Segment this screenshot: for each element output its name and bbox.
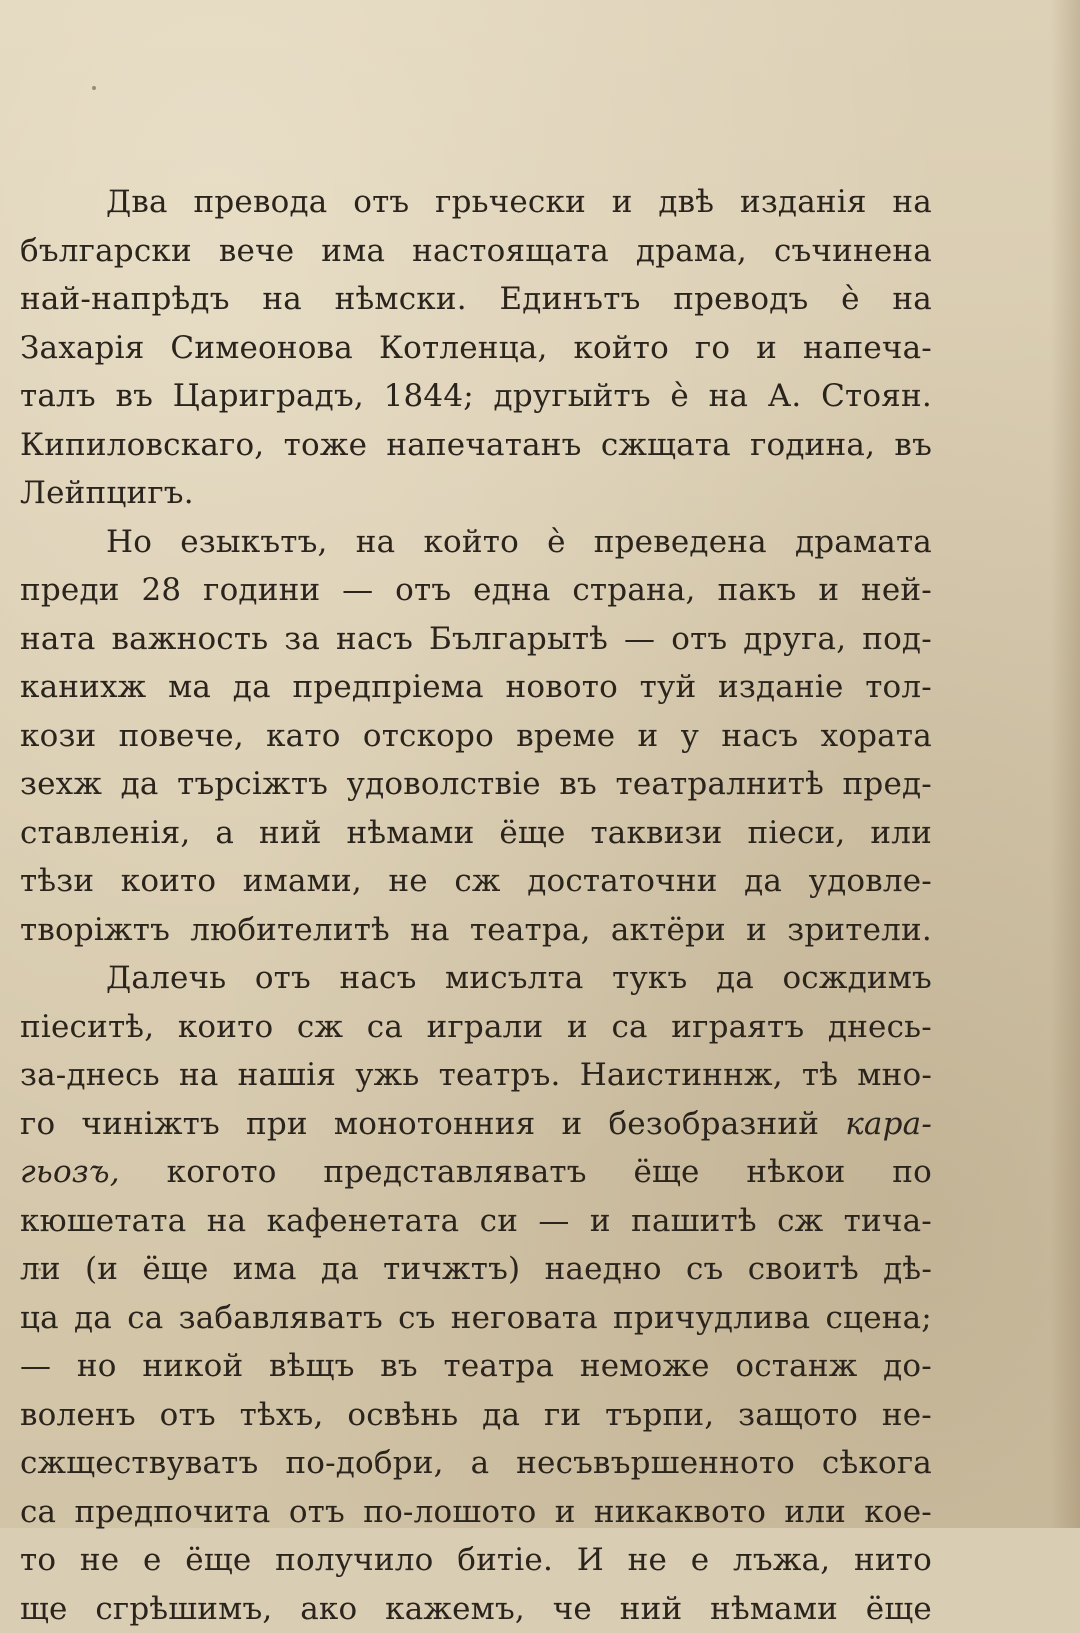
word: ёще bbox=[499, 809, 565, 858]
word: има bbox=[321, 227, 385, 276]
word: тичжтъ) bbox=[383, 1245, 520, 1294]
word: който bbox=[573, 324, 669, 373]
word: кози bbox=[20, 712, 96, 761]
word: ще bbox=[20, 1585, 68, 1633]
word: и bbox=[561, 1100, 582, 1149]
word: настоящата bbox=[412, 227, 609, 276]
word: кое- bbox=[864, 1488, 932, 1537]
word: на bbox=[709, 372, 749, 421]
word: че bbox=[553, 1585, 592, 1633]
text-line bbox=[20, 1294, 932, 1343]
word: піеси, bbox=[747, 809, 845, 858]
word: го bbox=[695, 324, 730, 373]
word: у bbox=[681, 712, 699, 761]
word: е bbox=[691, 1536, 710, 1585]
text-line bbox=[20, 372, 932, 421]
word: представляватъ bbox=[323, 1148, 586, 1197]
word: Захарія bbox=[20, 324, 144, 373]
word: отскоро bbox=[363, 712, 494, 761]
text-line bbox=[20, 809, 932, 858]
body-text bbox=[20, 178, 932, 1633]
word: Единътъ bbox=[499, 275, 640, 324]
word: до- bbox=[883, 1342, 932, 1391]
word: нѣмами bbox=[710, 1585, 838, 1633]
word: когото bbox=[167, 1148, 277, 1197]
word: чиніжтъ bbox=[81, 1100, 220, 1149]
word: неможе bbox=[580, 1342, 710, 1391]
word: безобразний bbox=[608, 1100, 819, 1149]
word: преди bbox=[20, 566, 120, 615]
word: изданіе bbox=[718, 663, 843, 712]
word: достаточни bbox=[527, 857, 717, 906]
word: имами, bbox=[243, 857, 362, 906]
word: нѣмски. bbox=[335, 275, 467, 324]
word: двѣ bbox=[658, 178, 714, 227]
word: най-напрѣдъ bbox=[20, 275, 230, 324]
word: са bbox=[367, 1003, 403, 1052]
word: съ bbox=[686, 1245, 724, 1294]
word: ний bbox=[620, 1585, 683, 1633]
word: своитѣ bbox=[748, 1245, 859, 1294]
word: піеситѣ, bbox=[20, 1003, 154, 1052]
word: ёще bbox=[185, 1536, 251, 1585]
word: вѣщъ bbox=[269, 1342, 355, 1391]
text-line bbox=[20, 663, 932, 712]
word: получило bbox=[275, 1536, 433, 1585]
word: — bbox=[624, 615, 655, 664]
word: ли bbox=[20, 1245, 61, 1294]
word: пред- bbox=[843, 760, 932, 809]
word: Два bbox=[106, 178, 168, 227]
word: търсіжтъ bbox=[177, 760, 328, 809]
word: А. bbox=[768, 372, 802, 421]
word: да bbox=[716, 954, 754, 1003]
text-line bbox=[20, 1148, 932, 1197]
word: пакъ bbox=[717, 566, 796, 615]
word: като bbox=[266, 712, 340, 761]
word: и bbox=[638, 712, 659, 761]
word: година, bbox=[750, 421, 875, 470]
word: по-лошото bbox=[363, 1488, 536, 1537]
word: но bbox=[77, 1342, 117, 1391]
text-line bbox=[20, 615, 932, 664]
word: нѣкои bbox=[746, 1148, 845, 1197]
text-line bbox=[20, 421, 932, 470]
word: български bbox=[20, 227, 192, 276]
word: таквизи bbox=[590, 809, 722, 858]
word: творіжтъ bbox=[20, 906, 170, 955]
text-line bbox=[20, 275, 932, 324]
word: по bbox=[892, 1148, 932, 1197]
text-line bbox=[20, 1100, 932, 1149]
word: Котленца, bbox=[379, 324, 548, 373]
word: зрители. bbox=[787, 906, 932, 955]
text-line bbox=[20, 857, 932, 906]
word: ги bbox=[544, 1391, 581, 1440]
word: (и bbox=[85, 1245, 118, 1294]
text-line bbox=[20, 1342, 932, 1391]
word: кажемъ, bbox=[385, 1585, 525, 1633]
word: важность bbox=[112, 615, 269, 664]
word: отъ bbox=[353, 178, 409, 227]
word: ако bbox=[300, 1585, 357, 1633]
word: предпочита bbox=[75, 1488, 271, 1537]
word: съ bbox=[398, 1294, 436, 1343]
word: тѣ bbox=[802, 1051, 838, 1100]
word: — bbox=[20, 1342, 51, 1391]
word: и bbox=[567, 1003, 588, 1052]
word: Но bbox=[106, 518, 152, 567]
word: преводъ bbox=[673, 275, 808, 324]
word: освѣнь bbox=[347, 1391, 458, 1440]
word: ёще bbox=[142, 1245, 208, 1294]
word: или bbox=[870, 809, 932, 858]
word: удовле- bbox=[809, 857, 932, 906]
word: години bbox=[203, 566, 320, 615]
word: и bbox=[818, 566, 839, 615]
word: при bbox=[246, 1100, 308, 1149]
word: и bbox=[746, 906, 767, 955]
word: тол- bbox=[865, 663, 932, 712]
text-line bbox=[20, 227, 932, 276]
word: на bbox=[262, 275, 302, 324]
word: Цариградъ, bbox=[173, 372, 364, 421]
text-line bbox=[20, 1585, 932, 1633]
word: сж bbox=[297, 1003, 343, 1052]
word: го bbox=[20, 1100, 55, 1149]
word: удоволствіе bbox=[347, 760, 541, 809]
word: никаквото bbox=[594, 1488, 766, 1537]
word: на bbox=[179, 1051, 219, 1100]
word: и bbox=[590, 1197, 611, 1246]
word: вече bbox=[219, 227, 294, 276]
word: време bbox=[516, 712, 615, 761]
word: неговата bbox=[451, 1294, 598, 1343]
word: под- bbox=[862, 615, 932, 664]
word: напечатанъ bbox=[386, 421, 581, 470]
word: сжщата bbox=[601, 421, 731, 470]
paper-speck bbox=[92, 86, 96, 90]
text-line bbox=[20, 1245, 932, 1294]
word: превода bbox=[194, 178, 328, 227]
word: ёще bbox=[866, 1585, 932, 1633]
word: никой bbox=[142, 1342, 243, 1391]
page-edge-shadow bbox=[1050, 0, 1080, 1528]
word: насъ bbox=[336, 615, 413, 664]
word: И bbox=[577, 1536, 604, 1585]
word: не bbox=[628, 1536, 667, 1585]
word: театръ. bbox=[439, 1051, 561, 1100]
word: днесь- bbox=[828, 1003, 932, 1052]
word: дѣ- bbox=[883, 1245, 932, 1294]
word: зехж bbox=[20, 760, 102, 809]
word: Кипиловскаго, bbox=[20, 421, 264, 470]
word: за-днесь bbox=[20, 1051, 160, 1100]
word: то bbox=[20, 1536, 56, 1585]
word: които bbox=[121, 857, 217, 906]
word: отъ bbox=[395, 566, 451, 615]
word: сѣкога bbox=[822, 1439, 932, 1488]
word: които bbox=[178, 1003, 274, 1052]
word: ната bbox=[20, 615, 96, 664]
word: сж bbox=[454, 857, 500, 906]
word: търпи, bbox=[605, 1391, 714, 1440]
word: въ bbox=[115, 372, 153, 421]
word: мисълта bbox=[445, 954, 584, 1003]
word: повече, bbox=[119, 712, 244, 761]
word: насъ bbox=[339, 954, 416, 1003]
word: пашитѣ bbox=[631, 1197, 757, 1246]
word: да bbox=[482, 1391, 520, 1440]
word: играятъ bbox=[671, 1003, 804, 1052]
word: а bbox=[471, 1439, 490, 1488]
word: ставленія, bbox=[20, 809, 190, 858]
word: любителитѣ bbox=[190, 906, 390, 955]
word: сжществуватъ bbox=[20, 1439, 258, 1488]
word: да bbox=[744, 857, 782, 906]
word: ний bbox=[259, 809, 322, 858]
word: мно- bbox=[857, 1051, 932, 1100]
word: по-добри, bbox=[285, 1439, 443, 1488]
word: другыйтъ bbox=[494, 372, 651, 421]
word: са bbox=[127, 1294, 163, 1343]
word: и bbox=[555, 1488, 576, 1537]
word: си bbox=[480, 1197, 518, 1246]
word: 1844; bbox=[384, 372, 474, 421]
word: битіе. bbox=[457, 1536, 553, 1585]
word: кафенетата bbox=[267, 1197, 460, 1246]
word: ёще bbox=[633, 1148, 699, 1197]
text-line bbox=[20, 760, 932, 809]
word: осждимъ bbox=[782, 954, 932, 1003]
word: не bbox=[80, 1536, 119, 1585]
word: канихж bbox=[20, 663, 146, 712]
word: актёри bbox=[611, 906, 726, 955]
word: е bbox=[143, 1536, 162, 1585]
word: отъ bbox=[255, 954, 311, 1003]
text-line bbox=[20, 712, 932, 761]
word: Стоян. bbox=[821, 372, 932, 421]
word: въ bbox=[894, 421, 932, 470]
word: новото bbox=[506, 663, 618, 712]
word: монотонния bbox=[334, 1100, 535, 1149]
word: театралнитѣ bbox=[616, 760, 825, 809]
word: нито bbox=[854, 1536, 932, 1585]
word: ѐ bbox=[841, 275, 860, 324]
word: на bbox=[892, 275, 932, 324]
text-line bbox=[20, 954, 932, 1003]
text-line bbox=[20, 1197, 932, 1246]
word: нашія bbox=[238, 1051, 336, 1100]
word: кара- bbox=[845, 1100, 932, 1149]
word: има bbox=[233, 1245, 297, 1294]
word: въ bbox=[380, 1342, 418, 1391]
text-line bbox=[20, 906, 932, 955]
word: който bbox=[423, 518, 519, 567]
word: да bbox=[74, 1294, 112, 1343]
word: тича- bbox=[844, 1197, 932, 1246]
word: ѐ bbox=[670, 372, 689, 421]
word: да bbox=[321, 1245, 359, 1294]
word: а bbox=[215, 809, 234, 858]
text-line bbox=[20, 1051, 932, 1100]
word: забавляватъ bbox=[179, 1294, 383, 1343]
word: туй bbox=[640, 663, 697, 712]
word: тоже bbox=[284, 421, 367, 470]
text-line bbox=[20, 566, 932, 615]
word: ма bbox=[168, 663, 211, 712]
word: една bbox=[473, 566, 550, 615]
word: предпріема bbox=[292, 663, 483, 712]
word: грьчески bbox=[435, 178, 586, 227]
word: Далечь bbox=[106, 954, 226, 1003]
word: ужь bbox=[355, 1051, 419, 1100]
word: Наистиннж, bbox=[580, 1051, 783, 1100]
word: тукъ bbox=[612, 954, 687, 1003]
word: кюшетата bbox=[20, 1197, 186, 1246]
word: са bbox=[611, 1003, 647, 1052]
word: и bbox=[756, 324, 777, 373]
word: не bbox=[388, 857, 427, 906]
text-line bbox=[20, 178, 932, 227]
word: изданія bbox=[740, 178, 867, 227]
word: и bbox=[612, 178, 633, 227]
word: отъ bbox=[671, 615, 727, 664]
word: тѣхъ, bbox=[240, 1391, 324, 1440]
text-line bbox=[20, 1488, 932, 1537]
word: да bbox=[233, 663, 271, 712]
word: Лейпцигъ. bbox=[20, 469, 194, 518]
word: страна, bbox=[572, 566, 695, 615]
word: защото bbox=[738, 1391, 858, 1440]
word: на bbox=[356, 518, 396, 567]
word: на bbox=[892, 178, 932, 227]
word: съчинена bbox=[774, 227, 932, 276]
word: драма, bbox=[636, 227, 747, 276]
word: нѣмами bbox=[347, 809, 475, 858]
word: да bbox=[121, 760, 159, 809]
word: ца bbox=[20, 1294, 59, 1343]
word: Симеонова bbox=[170, 324, 353, 373]
word: талъ bbox=[20, 372, 96, 421]
text-line bbox=[20, 1003, 932, 1052]
word: отъ bbox=[289, 1488, 345, 1537]
word: сцена; bbox=[826, 1294, 932, 1343]
word: театра, bbox=[470, 906, 591, 955]
word: не- bbox=[882, 1391, 932, 1440]
word: насъ bbox=[721, 712, 798, 761]
text-line bbox=[20, 1391, 932, 1440]
text-line bbox=[20, 1439, 932, 1488]
word: друга, bbox=[743, 615, 846, 664]
word: преведена bbox=[594, 518, 767, 567]
word: — bbox=[342, 566, 373, 615]
word: са bbox=[20, 1488, 56, 1537]
word: воленъ bbox=[20, 1391, 136, 1440]
word: ѐ bbox=[547, 518, 566, 567]
word: играли bbox=[427, 1003, 544, 1052]
word: 28 bbox=[141, 566, 181, 615]
word: въ bbox=[559, 760, 597, 809]
word: тѣзи bbox=[20, 857, 94, 906]
word: отъ bbox=[160, 1391, 216, 1440]
word: на bbox=[410, 906, 450, 955]
text-line bbox=[20, 469, 932, 518]
word: гьозъ, bbox=[20, 1148, 120, 1197]
text-line bbox=[20, 518, 932, 567]
text-line bbox=[20, 1536, 932, 1585]
word: сгрѣшимъ, bbox=[95, 1585, 272, 1633]
word: езыкътъ, bbox=[180, 518, 327, 567]
word: наедно bbox=[545, 1245, 662, 1294]
word: ней- bbox=[861, 566, 932, 615]
word: на bbox=[207, 1197, 247, 1246]
word: драмата bbox=[795, 518, 932, 567]
word: хората bbox=[821, 712, 932, 761]
word: за bbox=[284, 615, 320, 664]
word: останж bbox=[735, 1342, 857, 1391]
word: — bbox=[538, 1197, 569, 1246]
word: напеча- bbox=[803, 324, 932, 373]
word: сж bbox=[777, 1197, 823, 1246]
word: Българытѣ bbox=[429, 615, 608, 664]
word: или bbox=[784, 1488, 846, 1537]
word: театра bbox=[443, 1342, 554, 1391]
word: несъвършенното bbox=[516, 1439, 795, 1488]
text-line bbox=[20, 324, 932, 373]
word: лъжа, bbox=[733, 1536, 830, 1585]
word: причудлива bbox=[613, 1294, 810, 1343]
